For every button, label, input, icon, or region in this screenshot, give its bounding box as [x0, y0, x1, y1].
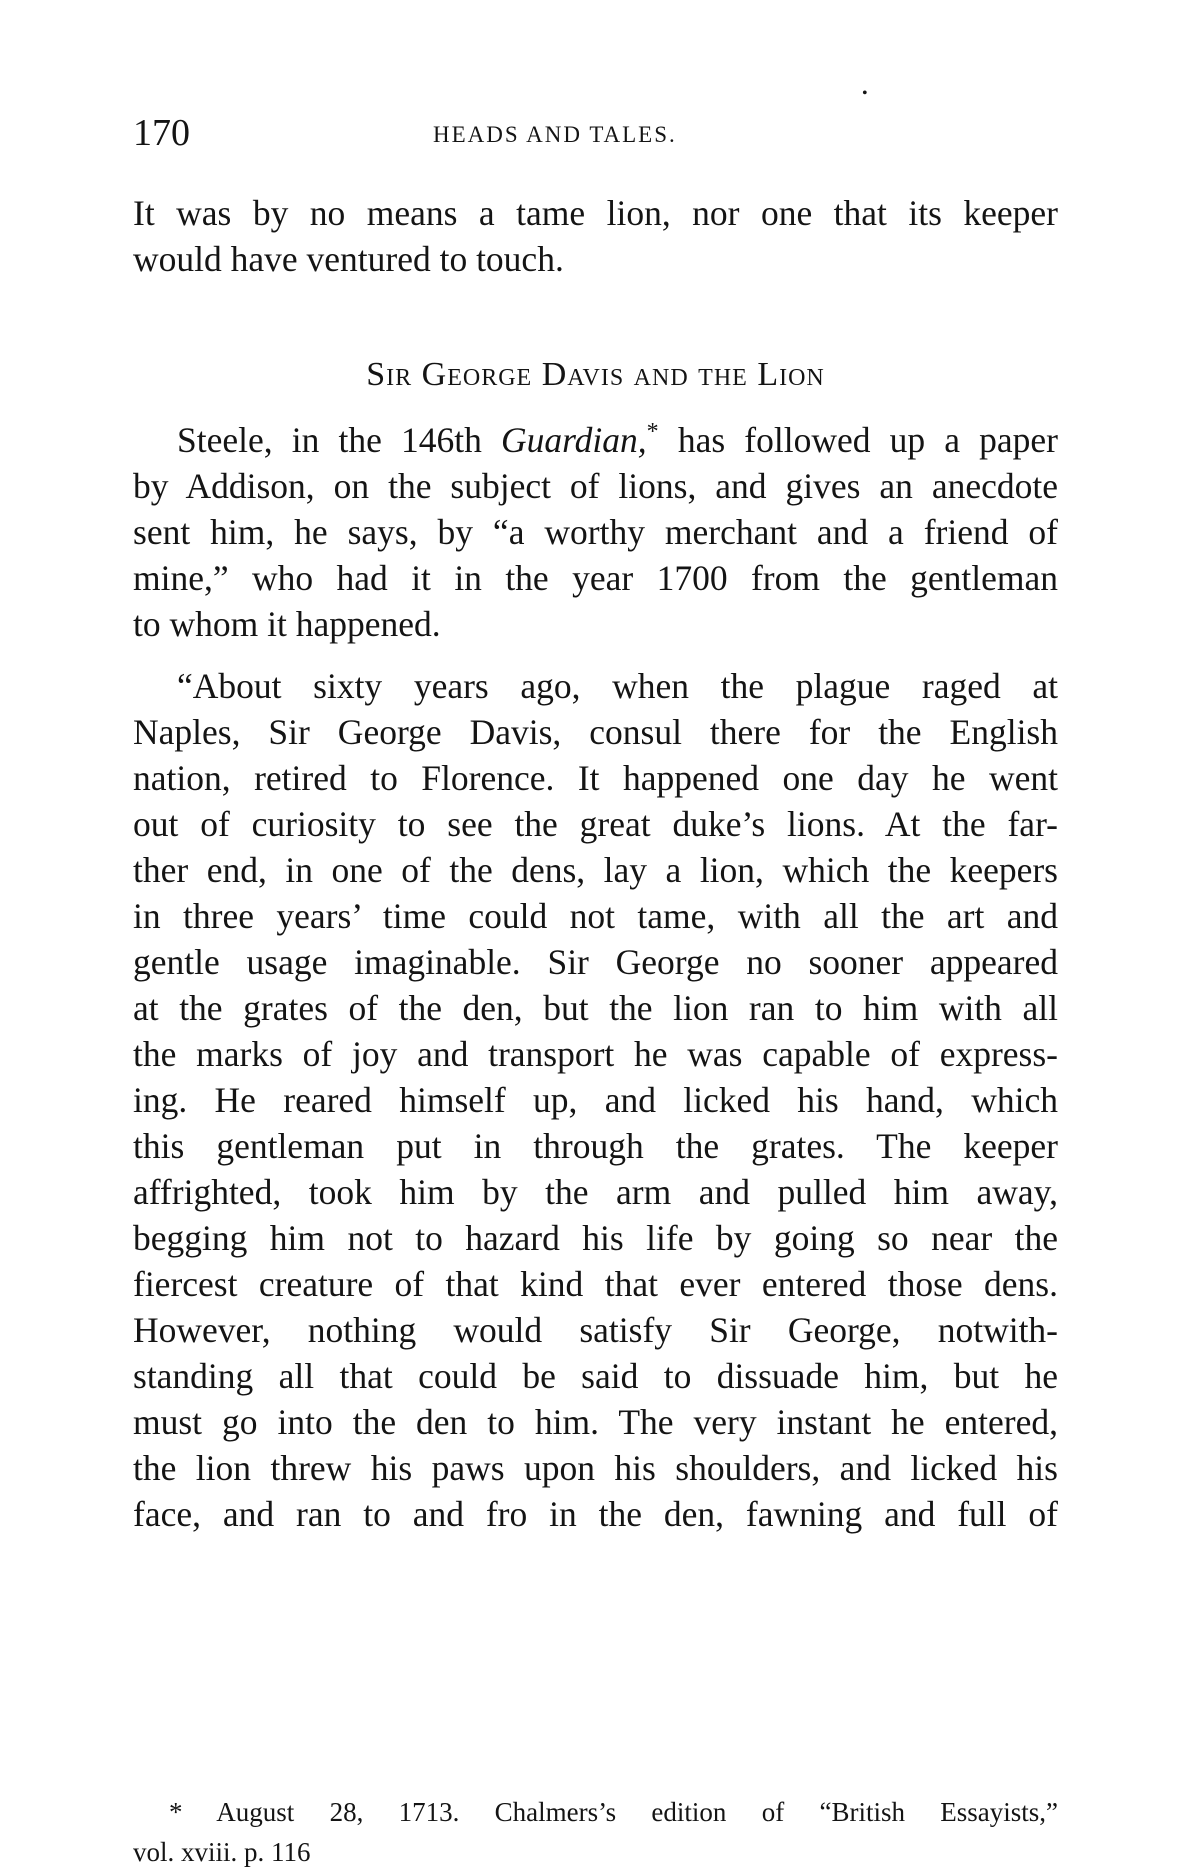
footnote-line: vol. xviii. p. 116	[133, 1837, 311, 1867]
text-line: standing all that could be said to dissuade him, but he	[133, 1356, 1058, 1396]
text-line: this gentleman put in through the grates. The keeper	[133, 1126, 1058, 1166]
text-line: must go into the den to him. The very instant he entered,	[133, 1402, 1058, 1442]
text-line: the marks of joy and transport he was capable of express-	[133, 1034, 1058, 1074]
text-run: has followed up a paper	[658, 420, 1058, 460]
footnote-reference: *	[646, 419, 659, 446]
paragraph-lion-intro	[133, 190, 1058, 282]
text-line: the lion threw his paws upon his shoulders, and licked his	[133, 1448, 1058, 1488]
text-line: mine,” who had it in the year 1700 from the gentleman	[133, 558, 1058, 598]
running-head: HEADS AND TALES.	[433, 122, 677, 147]
page-header	[133, 85, 1058, 158]
text-line: It was by no means a tame lion, nor one that its keeper	[133, 193, 1058, 233]
text-line: to whom it happened.	[133, 604, 441, 644]
text-line: Naples, Sir George Davis, consul there for the English	[133, 712, 1058, 752]
footnote-line: * August 28, 1713. Chalmers’s edition of “British Essayists,”	[169, 1797, 1058, 1827]
paragraph-steele	[133, 417, 1058, 647]
text-line: ing. He reared himself up, and licked his hand, which	[133, 1080, 1058, 1120]
text-line: affrighted, took him by the arm and pulled him away,	[133, 1172, 1058, 1212]
text-line: gentle usage imaginable. Sir George no sooner appeared	[133, 942, 1058, 982]
text-line: ther end, in one of the dens, lay a lion, which the keepers	[133, 850, 1058, 890]
text-line: would have ventured to touch.	[133, 239, 564, 279]
text-line: nation, retired to Florence. It happened one day he went	[133, 758, 1058, 798]
text-run: Steele, in the 146th	[177, 420, 502, 460]
text-line: face, and ran to and fro in the den, fawning and full of	[133, 1494, 1058, 1534]
section-heading: Sir George Davis and the Lion	[366, 356, 825, 393]
text-line: at the grates of the den, but the lion ran to him with all	[133, 988, 1058, 1028]
text-line: sent him, he says, by “a worthy merchant and a friend of	[133, 512, 1058, 552]
paragraph-quotation	[133, 663, 1058, 1537]
text-line: in three years’ time could not tame, with all the art and	[133, 896, 1058, 936]
text-line	[133, 417, 1058, 463]
text-line: out of curiosity to see the great duke’s lions. At the far-	[133, 804, 1058, 844]
text-line: However, nothing would satisfy Sir George, notwith-	[133, 1310, 1058, 1350]
ink-speck: •	[862, 85, 868, 102]
text-line: fiercest creature of that kind that ever entered those dens.	[133, 1264, 1058, 1304]
text-line: “About sixty years ago, when the plague raged at	[177, 666, 1058, 706]
italic-title: Guardian,	[501, 420, 647, 460]
text-line: begging him not to hazard his life by going so near the	[133, 1218, 1058, 1258]
footnote	[133, 1792, 1058, 1872]
page-number: 170	[133, 112, 190, 154]
text-line: by Addison, on the subject of lions, and gives an anecdote	[133, 466, 1058, 506]
